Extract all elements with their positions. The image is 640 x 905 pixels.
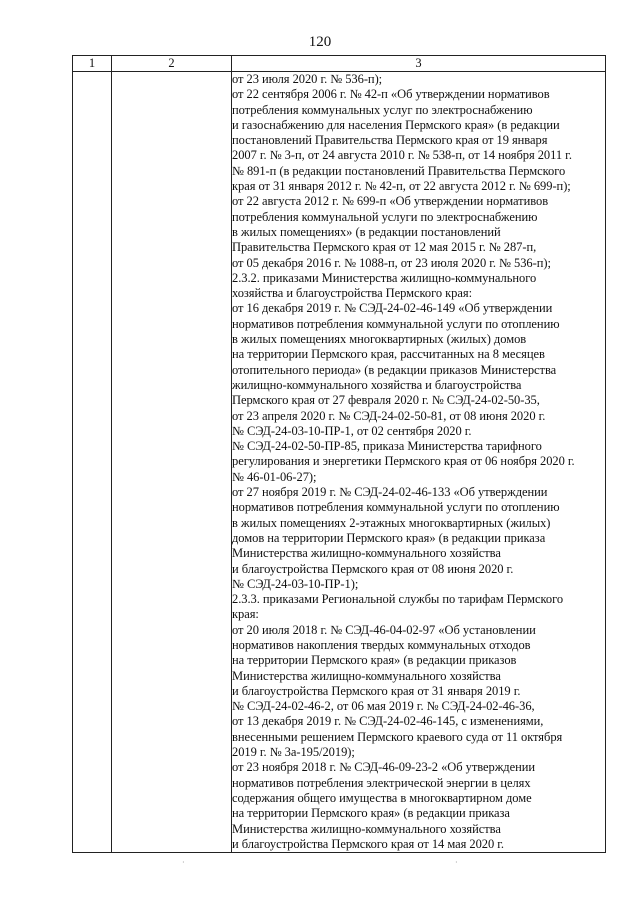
text-line: края от 31 января 2012 г. № 42-п, от 22 августа 2012 г. № 699-п); — [232, 179, 571, 194]
text-line: от 20 июля 2018 г. № СЭД-46-04-02-97 «Об установлении — [232, 622, 536, 637]
text-line: нормативов потребления коммунальной услуги по отоплению — [232, 500, 560, 515]
table-header-row — [73, 56, 606, 72]
text-line: Правительства Пермского края от 12 мая 2015 г. № 287-п, — [232, 240, 537, 255]
text-line: и газоснабжению для населения Пермского края» (в редакции — [232, 117, 560, 132]
text-line: содержания общего имущества в многоквартирном доме — [232, 790, 532, 805]
text-line: 2007 г. № 3-п, от 24 августа 2010 г. № 538-п, от 14 ноября 2011 г. — [232, 148, 572, 163]
text-line: внесенными решением Пермского краевого суда от 11 октября — [232, 729, 563, 744]
text-line: в жилых помещениях» (в редакции постановлений — [232, 224, 501, 239]
cell-col-2 — [112, 72, 232, 853]
text-line: № СЭД-24-03-10-ПР-1, от 02 сентября 2020 г. — [232, 423, 472, 438]
text-line: 2019 г. № 3а-195/2019); — [232, 745, 355, 760]
text-line: постановлений Правительства Пермского края от 19 января — [232, 133, 548, 148]
text-line: от 16 декабря 2019 г. № СЭД-24-02-46-149 «Об утверждении — [232, 301, 553, 316]
text-line: 2.3.3. приказами Региональной службы по тарифам Пермского — [232, 592, 564, 607]
text-line: Министерства жилищно-коммунального хозяйства — [232, 546, 501, 561]
scan-mark-right: · — [455, 858, 458, 867]
text-line: потребления коммунальных услуг по электроснабжению — [232, 102, 533, 117]
text-line: домов на территории Пермского края» (в редакции приказа — [232, 530, 546, 545]
text-line: жилищно-коммунального хозяйства и благоустройства — [232, 377, 522, 392]
column-header-1: 1 — [73, 56, 112, 72]
text-line: от 23 ноября 2018 г. № СЭД-46-09-23-2 «Об утверждении — [232, 760, 536, 775]
text-line: регулирования и энергетики Пермского края от 06 ноября 2020 г. — [232, 454, 575, 469]
text-line: хозяйства и благоустройства Пермского края: — [232, 286, 473, 301]
text-line: от 27 ноября 2019 г. № СЭД-24-02-46-133 «Об утверждении — [232, 485, 548, 500]
column-header-2: 2 — [112, 56, 232, 72]
document-table — [72, 55, 606, 853]
text-line: и благоустройства Пермского края от 14 мая 2020 г. — [232, 836, 504, 851]
text-line: нормативов потребления коммунальной услуги по отоплению — [232, 316, 560, 331]
page-number: 120 — [308, 34, 332, 50]
text-line: № СЭД-24-02-50-ПР-85, приказа Министерства тарифного — [232, 439, 542, 454]
text-line: в жилых помещениях многоквартирных (жилых) домов — [232, 332, 527, 347]
text-line: от 05 декабря 2016 г. № 1088-п, от 23 июля 2020 г. № 536-п); — [232, 255, 551, 270]
text-line: нормативов потребления электрической энергии в целях — [232, 775, 531, 790]
cell-col-1 — [73, 72, 112, 853]
text-line: Министерства жилищно-коммунального хозяйства — [232, 668, 501, 683]
text-line: на территории Пермского края» (в редакции приказов — [232, 653, 517, 668]
text-line: потребления коммунальной услуги по электроснабжению — [232, 209, 538, 224]
text-line: края: — [232, 607, 259, 622]
text-line: на территории Пермского края» (в редакции приказа — [232, 806, 510, 821]
text-line: от 23 апреля 2020 г. № СЭД-24-02-50-81, от 08 июня 2020 г. — [232, 408, 546, 423]
cell-col-3 — [232, 72, 606, 853]
text-line: от 22 сентября 2006 г. № 42-п «Об утверждении нормативов — [232, 87, 550, 102]
text-line: от 13 декабря 2019 г. № СЭД-24-02-46-145, с изменениями, — [232, 714, 544, 729]
text-line: на территории Пермского края, рассчитанных на 8 месяцев — [232, 347, 545, 362]
table-row — [73, 72, 606, 853]
column-header-3: 3 — [232, 56, 606, 72]
text-line: Министерства жилищно-коммунального хозяйства — [232, 821, 501, 836]
text-line: № СЭД-24-02-46-2, от 06 мая 2019 г. № СЭД-24-02-46-36, — [232, 699, 535, 714]
text-line: Пермского края от 27 февраля 2020 г. № СЭД-24-02-50-35, — [232, 393, 540, 408]
text-line: от 23 июля 2020 г. № 536-п); — [232, 72, 383, 86]
text-line: № 46-01-06-27); — [232, 469, 317, 484]
text-line: и благоустройства Пермского края от 08 июня 2020 г. — [232, 561, 514, 576]
text-line: отопительного периода» (в редакции приказов Министерства — [232, 362, 557, 377]
legal-text-block — [232, 72, 605, 852]
text-line: от 22 августа 2012 г. № 699-п «Об утверждении нормативов — [232, 194, 549, 209]
scan-mark-left: · — [182, 858, 185, 867]
text-line: 2.3.2. приказами Министерства жилищно-коммунального — [232, 270, 537, 285]
text-line: нормативов накопления твердых коммунальных отходов — [232, 637, 531, 652]
text-line: № СЭД-24-03-10-ПР-1); — [232, 576, 359, 591]
text-line: № 891-п (в редакции постановлений Правительства Пермского — [232, 163, 566, 178]
text-line: и благоустройства Пермского края от 31 января 2019 г. — [232, 683, 521, 698]
text-line: в жилых помещениях 2-этажных многоквартирных (жилых) — [232, 515, 551, 530]
